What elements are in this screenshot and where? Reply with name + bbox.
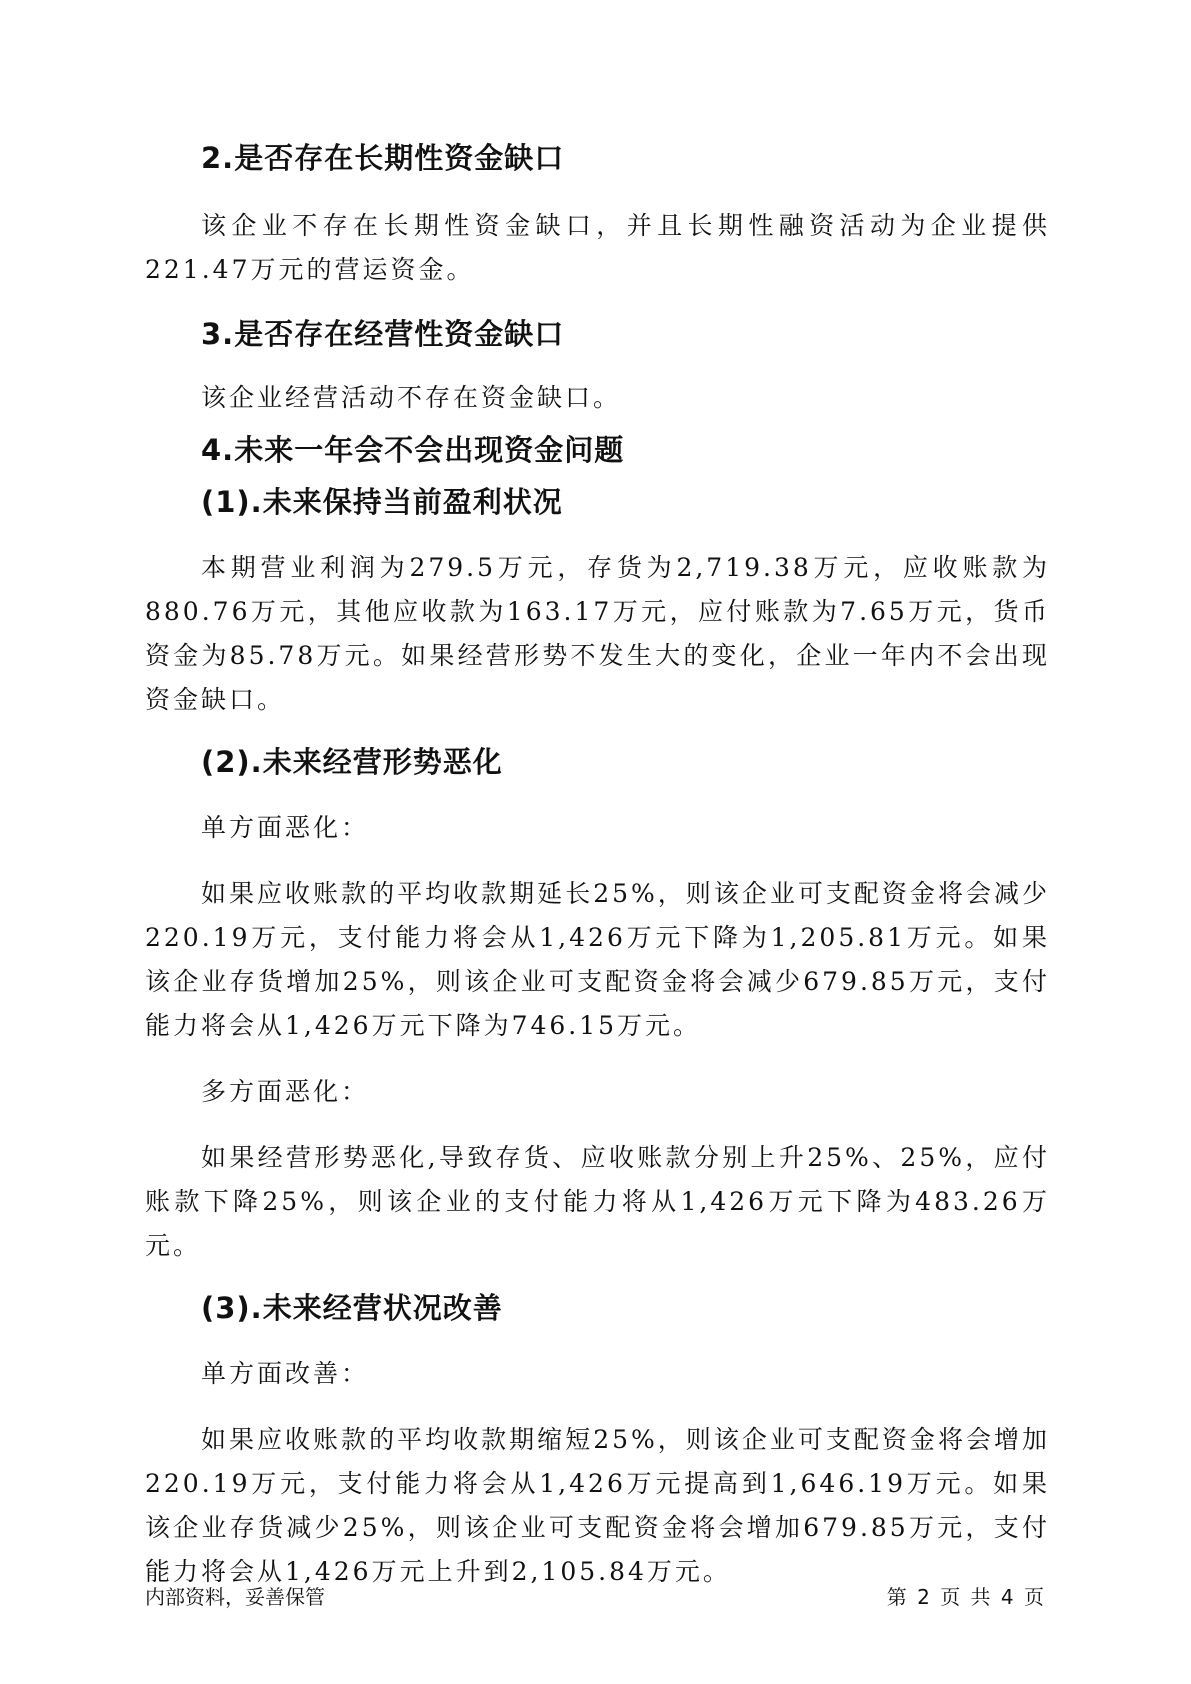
paragraph-single-deterioration: 如果应收账款的平均收款期延长25%，则该企业可支配资金将会减少220.19万元，支付能力将会从1,426万元下降为1,205.81万元。如果该企业存货增加25%，则该企业可支配资金将会减少679.85万元，支付能力将会从1,426万元下降为746.15万元。	[145, 879, 1050, 1040]
subheading-single-deterioration: 单方面恶化：	[201, 813, 370, 842]
paragraph-multi-deterioration: 如果经营形势恶化,导致存货、应收账款分别上升25%、25%，应付账款下降25%，则该企业的支付能力将从1,426万元下降为483.26万元。	[145, 1143, 1050, 1260]
heading-deterioration: (2).未来经营形势恶化	[201, 745, 503, 779]
paragraph-long-term-gap: 该企业不存在长期性资金缺口，并且长期性融资活动为企业提供221.47万元的营运资金。	[145, 211, 1050, 284]
footer-page-number: 第 2 页 共 4 页	[886, 1585, 1046, 1609]
heading-maintain-profit: (1).未来保持当前盈利状况	[201, 485, 563, 519]
paragraph-operating-gap: 该企业经营活动不存在资金缺口。	[201, 383, 622, 412]
heading-improvement: (3).未来经营状况改善	[201, 1291, 503, 1325]
heading-next-year: 4.未来一年会不会出现资金问题	[201, 433, 625, 467]
subheading-single-improvement: 单方面改善：	[201, 1359, 370, 1388]
footer-confidential-note: 内部资料，妥善保管	[145, 1585, 325, 1609]
paragraph-maintain-profit: 本期营业利润为279.5万元，存货为2,719.38万元，应收账款为880.76万元，其他应收款为163.17万元，应付账款为7.65万元，货币资金为85.78万元。如果经营形势不发生大的变化，企业一年内不会出现资金缺口。	[145, 553, 1050, 714]
page-content	[145, 138, 1050, 1594]
paragraph-single-improvement: 如果应收账款的平均收款期缩短25%，则该企业可支配资金将会增加220.19万元，支付能力将会从1,426万元提高到1,646.19万元。如果该企业存货减少25%，则该企业可支配资金将会增加679.85万元，支付能力将会从1,426万元上升到2,105.84万元。	[145, 1425, 1050, 1586]
heading-operating-gap: 3.是否存在经营性资金缺口	[201, 317, 565, 351]
heading-long-term-gap: 2.是否存在长期性资金缺口	[201, 141, 565, 175]
subheading-multi-deterioration: 多方面恶化：	[201, 1077, 370, 1106]
